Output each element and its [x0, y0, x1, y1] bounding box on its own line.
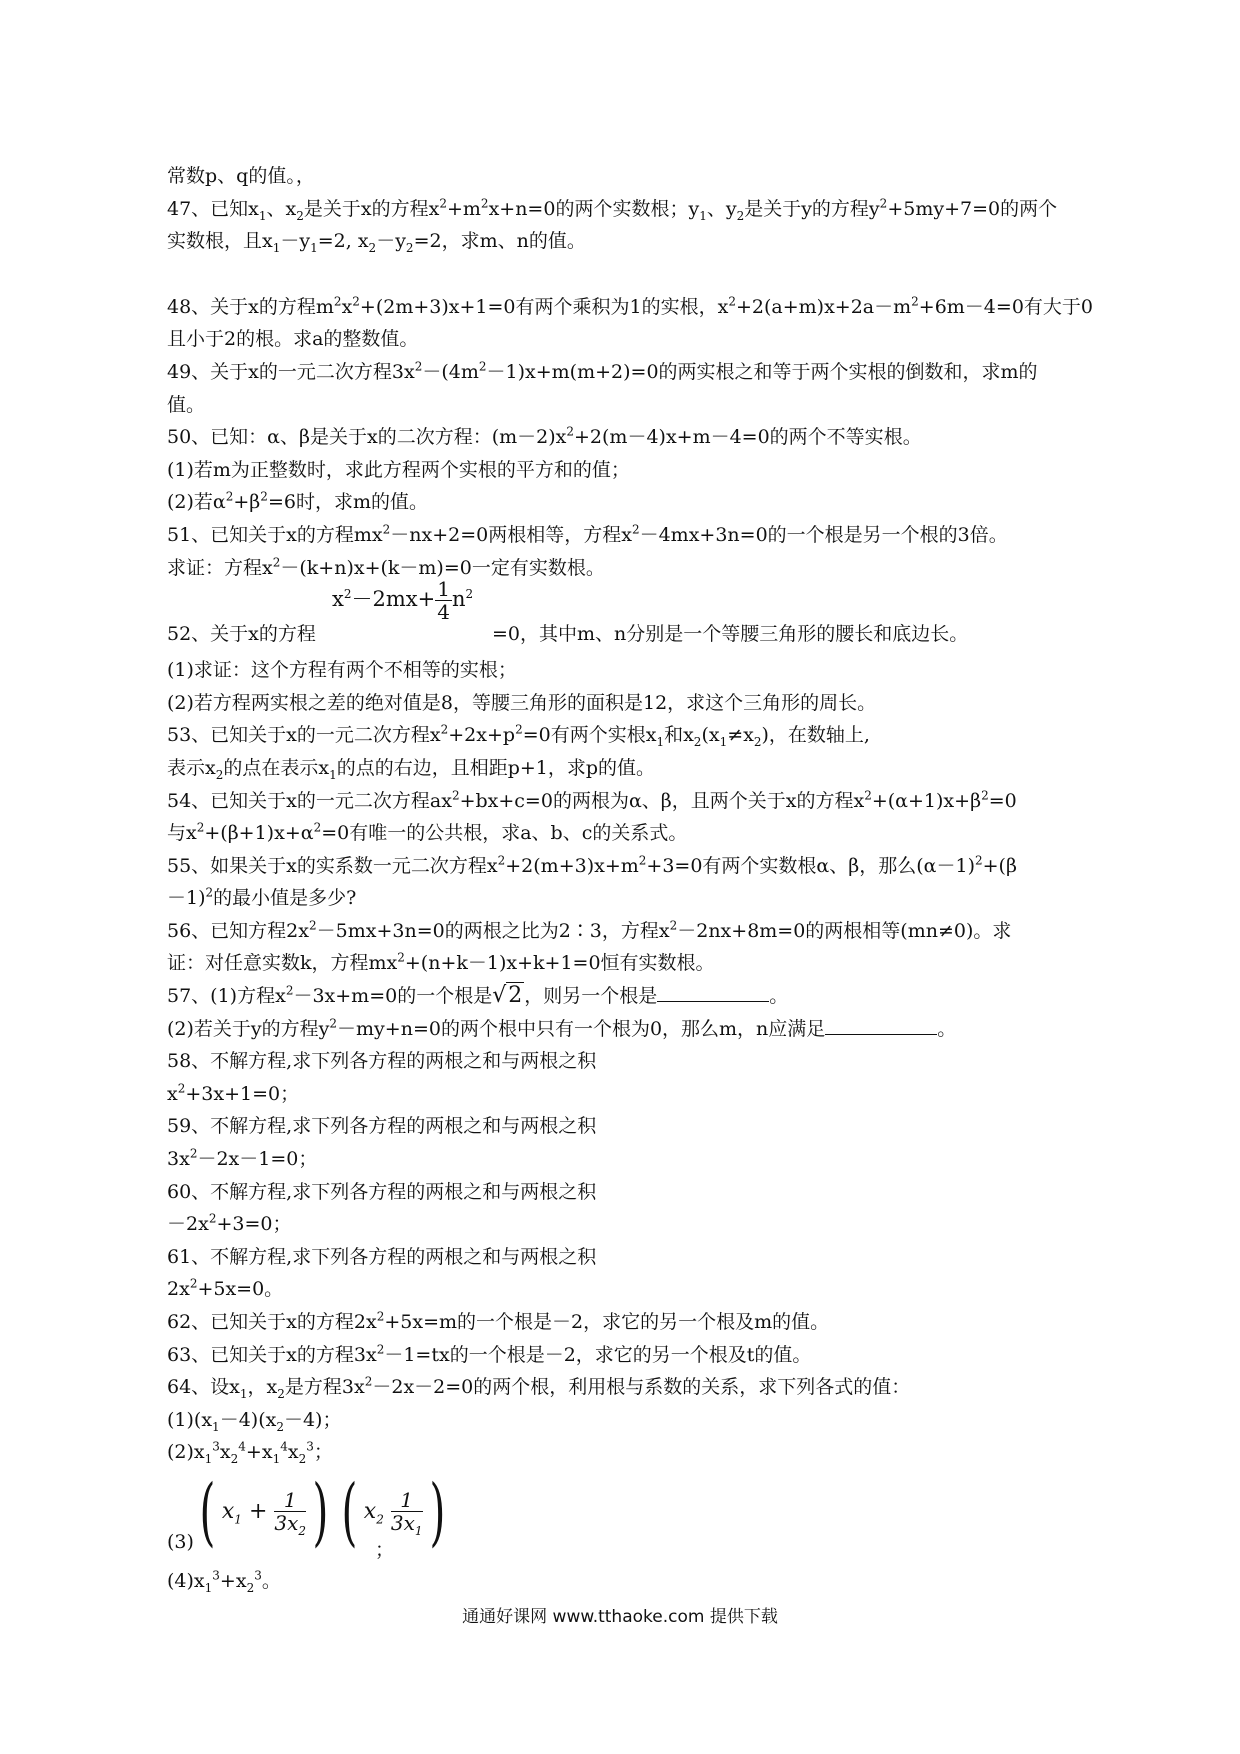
text-line: 证：对任意实数k，方程$mx^2+(n+k-1)x+k+1=0$恒有实数根。 — [167, 951, 715, 975]
expression-3: (3) ( $x_1$ + $\frac{1}{3x_2}$ ) ( $x_2$ $\frac{1}{3x_1}$ ) ； — [167, 1469, 1082, 1565]
text-line: 常数p、q的值。， — [167, 165, 315, 187]
question-56: 56、已知方程$2x^2-5mx+3n=0$的两根之比为2∶3，方程$x^2-2nx+8m=0$的两根相等(mn≠0)。求 — [167, 918, 1012, 942]
question-52: $x^2-2mx+$ $\frac{1}{4}$ $n^2$ 52、关于x的方程 =0，其中m、n分别是一个等腰三角形的腰长和底边长。 — [167, 577, 969, 646]
product-expression: ( $x_1$ + $\frac{1}{3x_2}$ ) ( $x_2$ $\frac{1}{3x_1}$ ) — [199, 1468, 445, 1555]
fraction: $\frac{1}{4}$ — [437, 577, 450, 625]
question-48: 48、关于x的方程$m^2x^2+(2m+3)x+1=0$有两个乘积为1的实根，$x^2+2(a+m)x+2a-m^2+6m-4=0$有大于0 — [167, 294, 1093, 318]
text-line: 值。 — [167, 393, 206, 416]
text-line: 表示$x_2$的点在表示$x_1$的点的右边，且相距p+1，求p的值。 — [167, 756, 656, 782]
text-line: $x^2+3x+1=0$； — [167, 1081, 300, 1105]
fraction: $\frac{1}{3x_2}$ — [274, 1488, 307, 1539]
page-footer: 通通好课网 www.tthaoke.com 提供下载 — [462, 1607, 778, 1627]
question-64: 64、设$x_1$，$x_2$是方程$3x^2-2x-2=0$的两个根，利用根与系数的关系，求下列各式的值： — [167, 1374, 911, 1401]
text-line: (2)若方程两实根之差的绝对值是8，等腰三角形的面积是12，求这个三角形的周长。 — [167, 691, 877, 714]
question-59: 59、不解方程,求下列各方程的两根之和与两根之积 — [167, 1115, 597, 1138]
text-line: 实数根，且$x_1-y_1=2$, $x_2-y_2=2$，求m、n的值。 — [167, 230, 586, 255]
text-line: 与$x^2+(\beta+1)x+\alpha^2=0$有唯一的公共根，求a、b、c的关系式。 — [167, 820, 688, 845]
question-62: 62、已知关于x的方程$2x^2+5x=m$的一个根是－2，求它的另一个根及m的值。 — [167, 1309, 830, 1333]
text-line: $-2x^2+3=0$； — [167, 1211, 292, 1236]
text-line: (2)若关于y的方程$y^2-my+n=0$的两个根中只有一个根为0，那么m，n应满足 。 — [167, 1016, 957, 1040]
text-line: $(4)x_1^3+x_2^3$。 — [167, 1568, 281, 1595]
question-53: 53、已知关于x的一元二次方程$x^2+2x+p^2=0$有两个实根$x_1$和$x_2(x_1\ne x_2)$，在数轴上, — [167, 722, 870, 750]
text-line: $3x^2-2x-1=0$； — [167, 1146, 318, 1171]
question-55: 55、如果关于x的实系数一元二次方程$x^2+2(m+3)x+m^2+3=0$有两个实数根α、β，那么$(\alpha-1)^2+(\beta$ — [167, 853, 1017, 877]
question-50: 50、已知：α、β是关于x的二次方程：$(m-2)x^2+2(m-4)x+m-4=0$的两个不等实根。 — [167, 424, 922, 449]
text-line: (1)若m为正整数时，求此方程两个实根的平方和的值； — [167, 458, 630, 481]
text-line: 求证：方程$x^2-(k+n)x+(k-m)=0$一定有实数根。 — [167, 555, 605, 579]
text-line: (2)若$\alpha^2+\beta^2=6$时，求m的值。 — [167, 490, 428, 514]
question-49: 49、关于x的一元二次方程$3x^2-(4m^2-1)x+m(m+2)=0$的两实根之和等于两个实根的倒数和，求m的 — [167, 359, 1038, 383]
question-58: 58、不解方程,求下列各方程的两根之和与两根之积 — [167, 1050, 597, 1073]
text-line: －1)$^2$的最小值是多少? — [167, 885, 357, 910]
answer-blank — [657, 983, 769, 1002]
text-line: $2x^2+5x=0$。 — [167, 1277, 284, 1301]
question-54: 54、已知关于x的一元二次方程$ax^2+bx+c=0$的两根为α、β，且两个关于x的方程$x^2+(\alpha+1)x+\beta^2=0$ — [167, 788, 1017, 812]
question-61: 61、不解方程,求下列各方程的两根之和与两根之积 — [167, 1245, 597, 1268]
question-60: 60、不解方程,求下列各方程的两根之和与两根之积 — [167, 1180, 597, 1203]
question-57: 57、(1)方程$x^2-3x+m=0$的一个根是√2 ，则另一个根是 。 — [167, 983, 789, 1009]
document-body — [167, 160, 1093, 1598]
equation-formula: $x^2-2mx+$ $\frac{1}{4}$ $n^2$ — [332, 577, 474, 625]
question-51: 51、已知关于x的方程$mx^2-nx+2=0$两根相等，方程$x^2-4mx+3n=0$的一个根是另一个根的3倍。 — [167, 522, 1008, 546]
text-line: $(2)x_1^3x_2^4+x_1^4x_2^3$； — [167, 1440, 333, 1467]
sqrt-symbol: √2 — [492, 983, 523, 1009]
text-line: (1)求证：这个方程有两个不相等的实根； — [167, 659, 517, 682]
question-47: 47、已知$x_1$、$x_2$是关于x的方程$x^2+m^2x+n=0$的两个实数根；$y_1$、$y_2$是关于y的方程$y^2+5my+7=0$的两个 — [167, 196, 1058, 223]
fraction: $\frac{1}{3x_1}$ — [390, 1488, 423, 1539]
text-line: $(1)(x_1-4)(x_2-4)$； — [167, 1408, 342, 1434]
answer-blank — [825, 1016, 937, 1035]
question-63: 63、已知关于x的方程$3x^2-1=tx$的一个根是－2，求它的另一个根及t的值。 — [167, 1342, 812, 1366]
text-line: 且小于2的根。求a的整数值。 — [167, 328, 419, 351]
